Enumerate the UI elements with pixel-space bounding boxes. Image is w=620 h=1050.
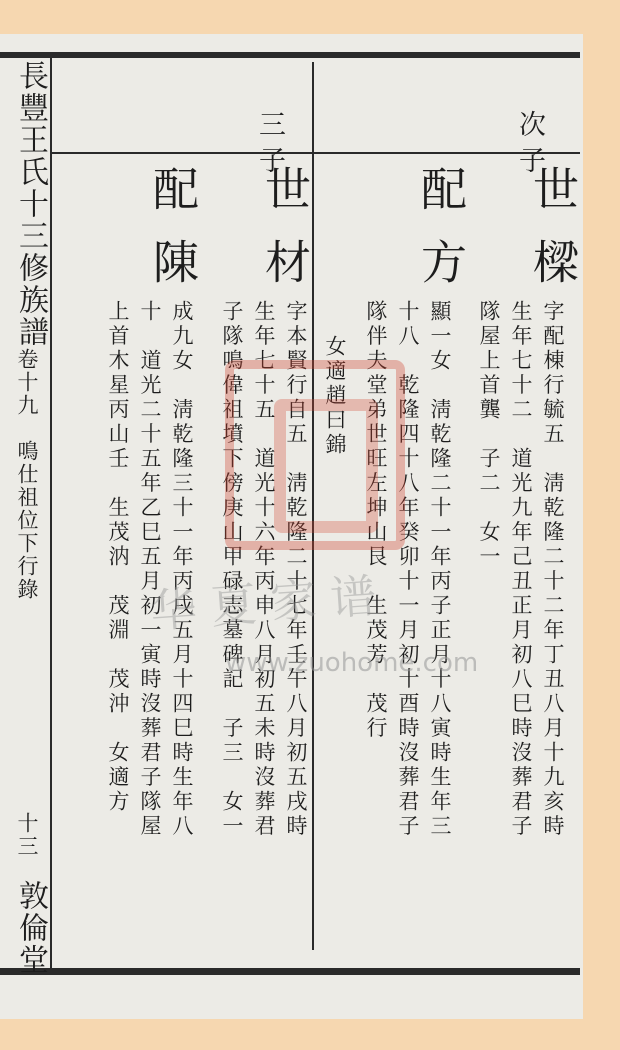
top-border [0, 52, 580, 58]
entry2-name: 材 [258, 238, 312, 298]
entry1-line-6: 隊伴夫堂弟世旺左坤山艮 生茂芳 茂行 [364, 300, 388, 741]
branch-label: 鳴仕祖位下行錄 [15, 440, 39, 601]
entry2-line-4: 子隊鳴偉祖墳下傍庚山甲碌志墓碑記 子三 女一 [220, 300, 244, 839]
header-rule [50, 152, 580, 154]
entry1-line-1: 字配棟行毓五 淸乾隆二十二年丁丑八月十九亥時 [541, 300, 565, 839]
entry2-line-7: 上首木星丙山壬 生茂汭 茂淵 茂沖 女適方 [106, 300, 130, 815]
hall-name: 敦倫堂 [13, 880, 48, 976]
entry1-line-4: 顯一女 淸乾隆二十一年丙子正月十八寅時生年三 [428, 300, 452, 839]
entry1-spouse-label: 配 [414, 165, 468, 225]
entry2-line-2: 字本賢行自五 淸乾隆二十七年壬午八月初五戌時 [284, 300, 308, 839]
entry2-line-3: 生年七十五 道光十六年丙申八月初五未時沒葬君 [252, 300, 276, 839]
entry2-generation: 世 [258, 165, 312, 225]
entry2-spouse-label: 配 [146, 165, 200, 225]
page-number: 十三 [15, 812, 39, 858]
entry1-spouse-surname: 方 [414, 238, 468, 298]
volume-label: 卷十九 [15, 348, 39, 417]
entry2-line-5: 成九女 淸乾隆三十一年丙戌五月十四巳時生年八 [170, 300, 194, 839]
entry2-line-6: 十 道光二十五年乙巳五月初一寅時沒葬君子隊屋 [138, 300, 162, 839]
watermark-text: 华夏家谱 [148, 567, 393, 639]
bottom-border [0, 968, 580, 975]
entry1-generation: 世 [526, 165, 580, 225]
entry2-spouse-surname: 陳 [146, 238, 200, 298]
entry1-line-3: 隊屋上首龔 子二 女一 [477, 300, 501, 570]
entry2-rank: 三子 [254, 110, 285, 182]
red-seal-stamp [225, 360, 405, 550]
entry1-line-2: 生年七十二 道光九年己丑正月初八巳時沒葬君子 [509, 300, 533, 839]
entry1-line-5: 十八 乾隆四十八年癸卯十一月初十酉時沒葬君子 [396, 300, 420, 839]
entry2-line-1: 女適趙曰錦 [323, 335, 347, 458]
entry1-name: 樑 [526, 238, 580, 298]
watermark-url: www.zuohome.com [225, 648, 479, 678]
book-title: 長豐王氏十三修族譜 [13, 60, 48, 348]
entry1-rank: 次子 [514, 110, 545, 182]
